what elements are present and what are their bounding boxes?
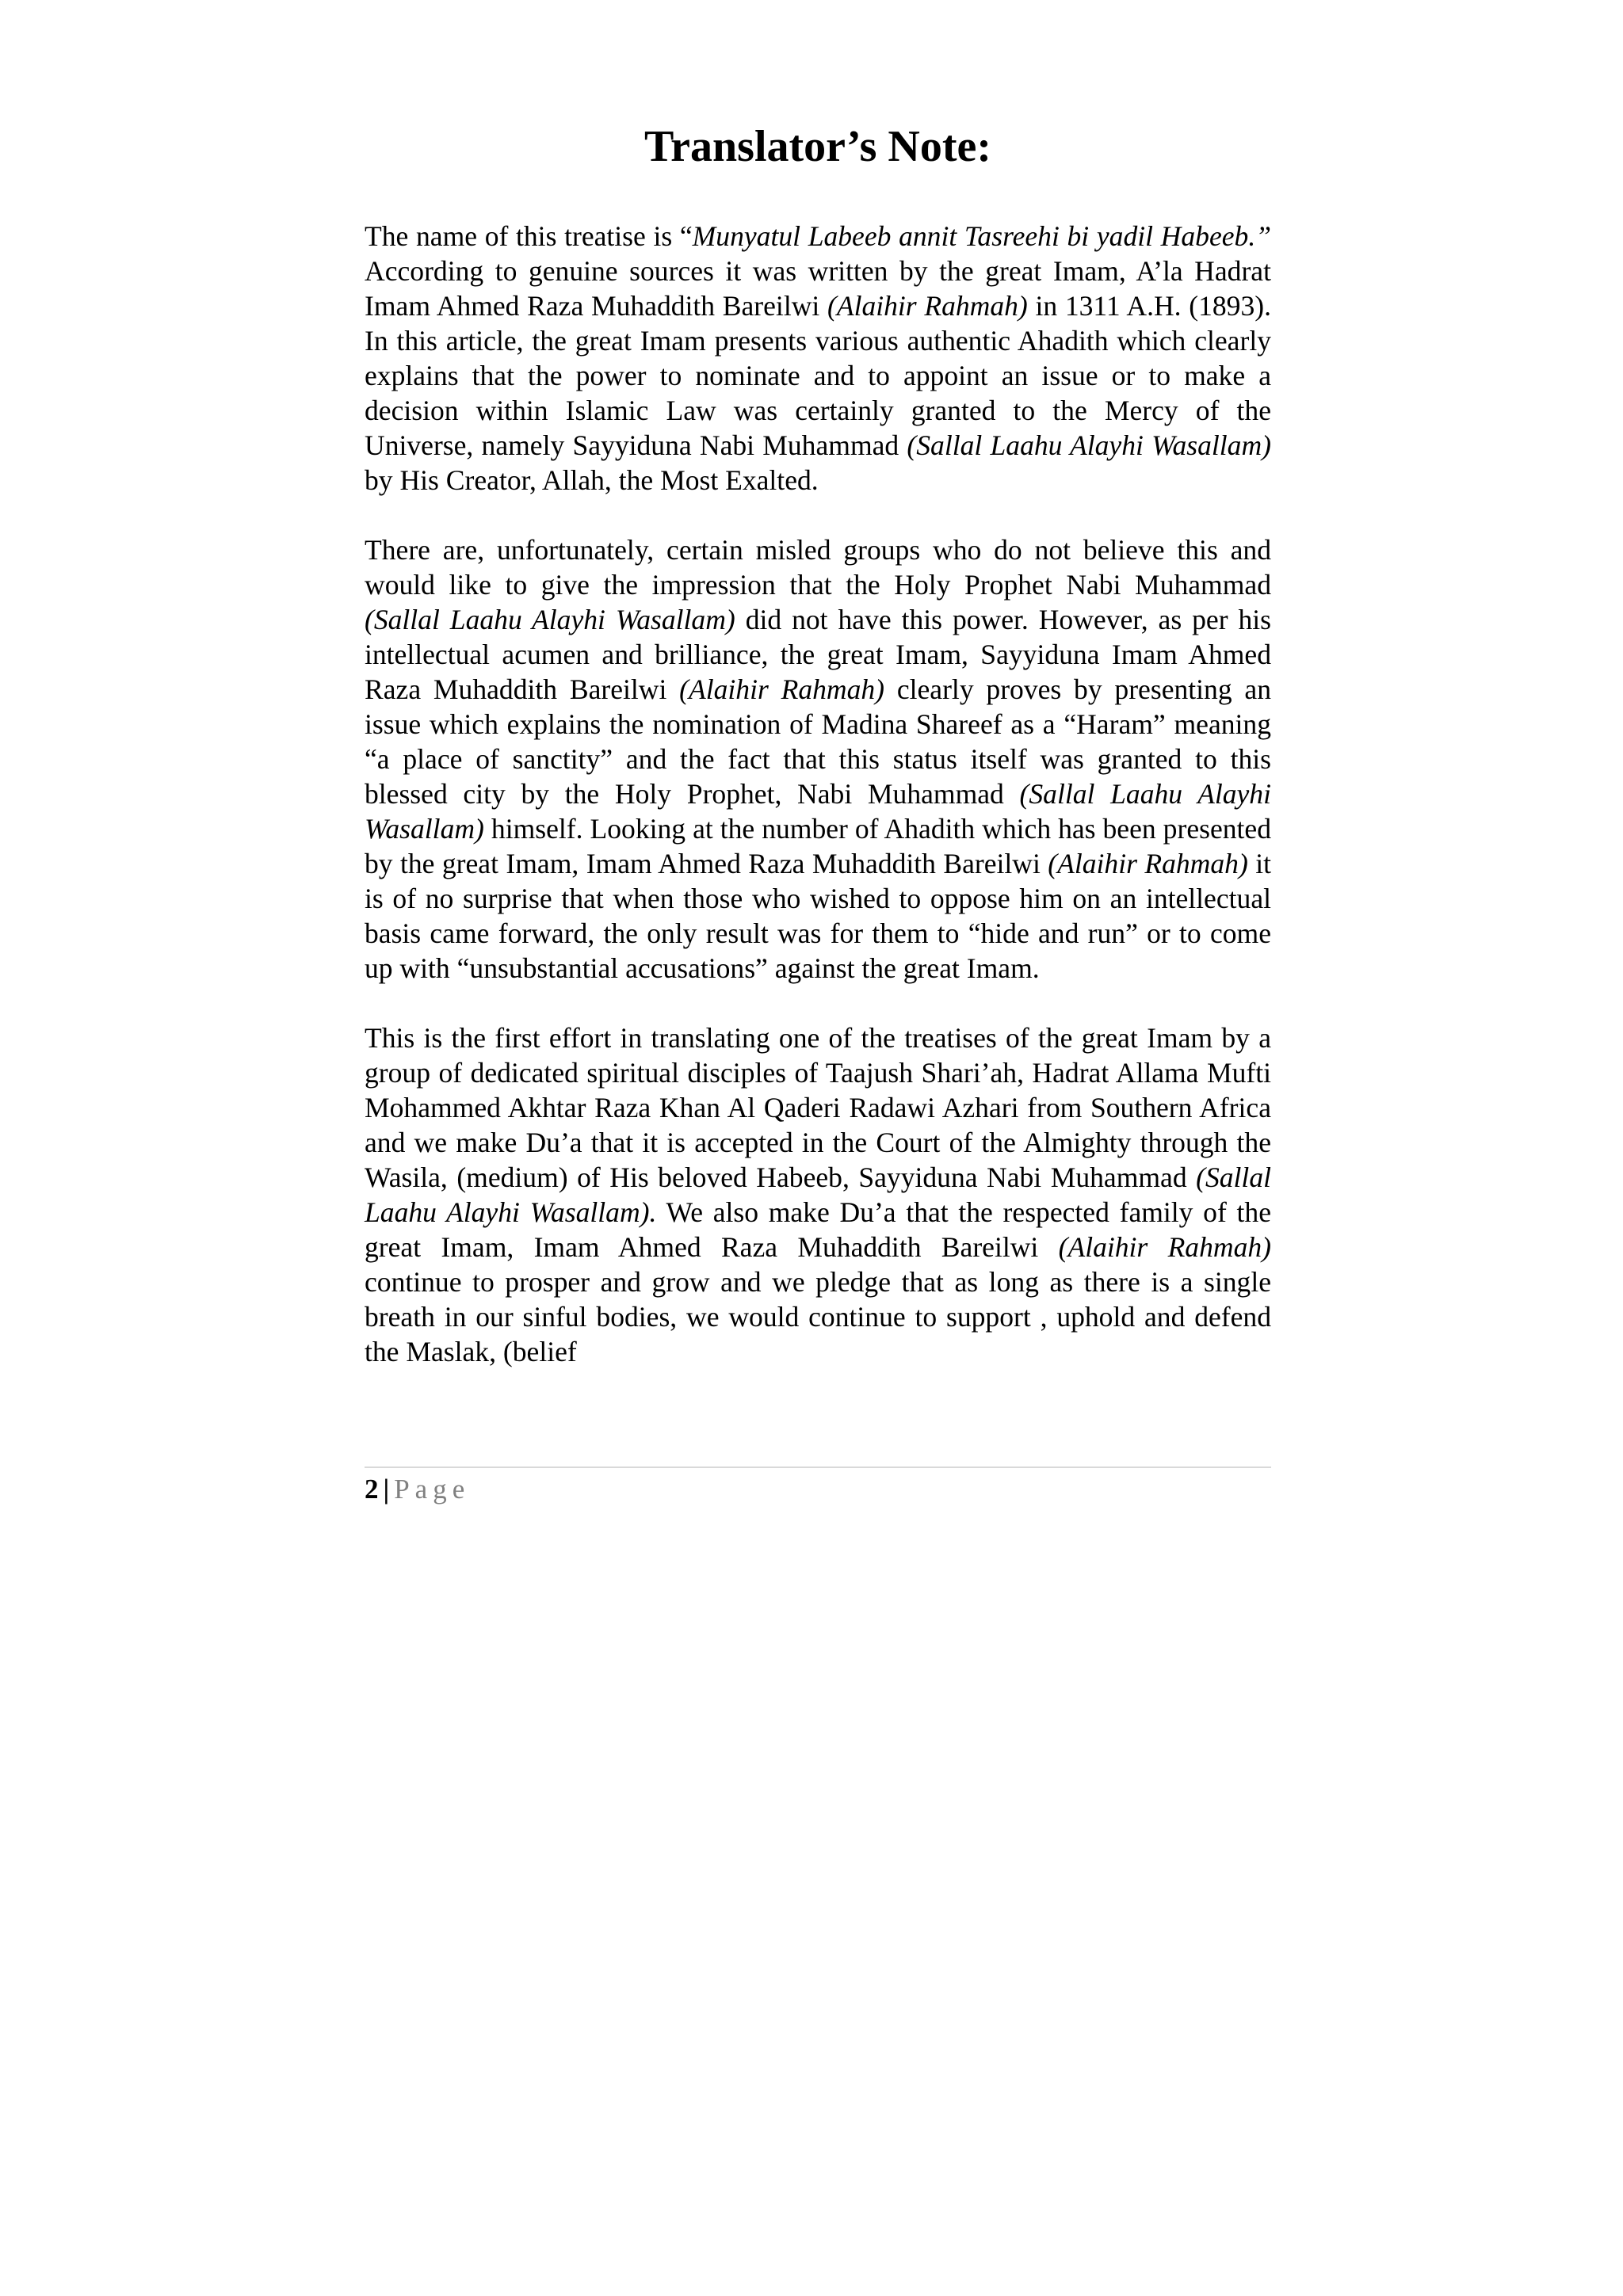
footer-divider <box>365 1466 1271 1468</box>
text-segment: himself. Looking at the number of Ahadith which has been presented by the great Imam, Imam Ahmed Raza Muhaddith Bareilwi <box>365 813 1271 879</box>
text-segment: clearly proves by presenting an issue which explains the nomination of Madina Shareef as a “Haram” meaning “a place of sanctity” and the fact that this status itself was granted to this blessed city by the Holy Prophet, Nabi Muhammad <box>365 673 1272 810</box>
text-segment: According to genuine sources it was written by the great Imam, A’la Hadrat Imam Ahmed Raza Muhaddith Bareilwi <box>365 255 1271 322</box>
page-label: Page <box>394 1474 471 1505</box>
italic-text-segment: (Alaihir Rahmah) <box>1058 1231 1271 1263</box>
italic-text-segment: (Sallal Laahu Alayhi Wasallam) <box>365 604 735 635</box>
italic-text-segment: (Alaihir Rahmah) <box>1048 848 1248 879</box>
italic-text-segment: (Alaihir Rahmah) <box>827 290 1028 322</box>
text-segment: There are, unfortunately, certain misled groups who do not believe this and would like to give the impression that the Holy Prophet Nabi Muhammad <box>365 534 1271 601</box>
page-number: 2 <box>365 1474 379 1505</box>
paragraph <box>365 1020 1271 1369</box>
italic-text-segment: (Sallal Laahu Alayhi Wasallam). <box>365 1161 1271 1228</box>
text-segment: We also make Du’a that the respected family of the great Imam, Imam Ahmed Raza Muhaddith Bareilwi <box>365 1196 1271 1263</box>
text-segment: in 1311 A.H. (1893). In this article, the great Imam presents various authentic Ahadith which clearly explains that the power to nominate and to appoint an issue or to make a decision within Islamic Law was certainly granted to the Mercy of the Universe, namely Sayyiduna Nabi Muhammad <box>365 290 1271 461</box>
document-page <box>365 119 1271 1369</box>
paragraph <box>365 532 1271 986</box>
paragraph <box>365 219 1271 498</box>
text-segment: The name of this treatise is “ <box>365 220 693 252</box>
page-footer <box>365 1472 470 1507</box>
page-title: Translator’s Note: <box>643 122 992 171</box>
body-text <box>365 219 1271 1369</box>
text-segment: by His Creator, Allah, the Most Exalted. <box>365 464 819 496</box>
text-segment: it is of no surprise that when those who wished to oppose him on an intellectual basis came forward, the only result was for them to “hide and run” or to come up with “unsubstantial accusations” against the great Imam. <box>365 848 1271 984</box>
italic-text-segment: (Sallal Laahu Alayhi Wasallam) <box>365 778 1271 845</box>
footer-separator: | <box>383 1474 390 1505</box>
italic-text-segment: (Sallal Laahu Alayhi Wasallam) <box>907 429 1272 461</box>
text-segment: continue to prosper and grow and we pledge that as long as there is a single breath in our sinful bodies, we would continue to support , uphold and defend the Maslak, (belief <box>365 1266 1271 1367</box>
text-segment: This is the first effort in translating one of the treatises of the great Imam by a group of dedicated spiritual disciples of Taajush Shari’ah, Hadrat Allama Mufti Mohammed Akhtar Raza Khan Al Qaderi Radawi Azhari from Southern Africa and we make Du’a that it is accepted in the Court of the Almighty through the Wasila, (medium) of His beloved Habeeb, Sayyiduna Nabi Muhammad <box>365 1022 1271 1193</box>
italic-text-segment: Munyatul Labeeb annit Tasreehi bi yadil Habeeb.” <box>692 220 1271 252</box>
italic-text-segment: (Alaihir Rahmah) <box>679 673 885 705</box>
text-segment: did not have this power. However, as per his intellectual acumen and brilliance, the great Imam, Sayyiduna Imam Ahmed Raza Muhaddith Bareilwi <box>365 604 1271 705</box>
